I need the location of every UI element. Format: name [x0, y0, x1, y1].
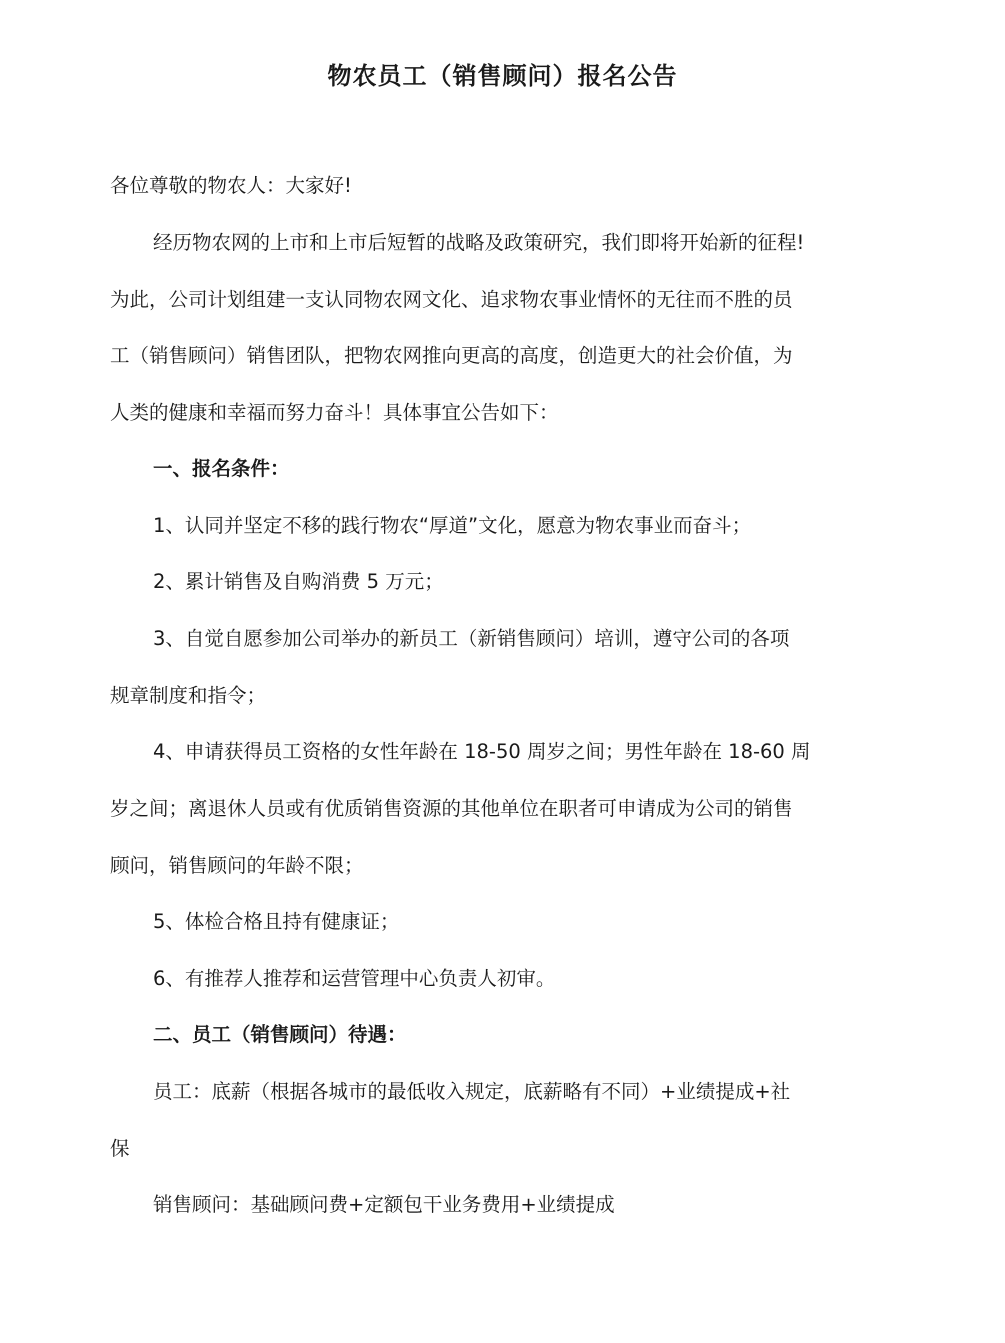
benefit-item: 员工：底薪（根据各城市的最低收入规定，底薪略有不同）+业绩提成+社 — [153, 1080, 791, 1103]
intro-line: 人类的健康和幸福而努力奋斗！具体事宜公告如下： — [110, 401, 559, 424]
section-heading: 一、报名条件： — [153, 457, 290, 480]
condition-item: 岁之间；离退休人员或有优质销售资源的其他单位在职者可申请成为公司的销售 — [110, 797, 793, 820]
condition-item: 规章制度和指令； — [110, 684, 267, 707]
condition-item: 2、累计销售及自购消费 5 万元； — [153, 570, 444, 593]
condition-item: 3、自觉自愿参加公司举办的新员工（新销售顾问）培训，遵守公司的各项 — [153, 627, 790, 650]
condition-item: 4、申请获得员工资格的女性年龄在 18-50 周岁之间；男性年龄在 18-60 周 — [153, 740, 811, 763]
intro-line: 工（销售顾问）销售团队，把物农网推向更高的高度，创造更大的社会价值，为 — [110, 344, 793, 367]
document-title: 物农员工（销售顾问）报名公告 — [327, 62, 678, 90]
condition-item: 5、体检合格且持有健康证； — [153, 910, 400, 933]
intro-line: 经历物农网的上市和上市后短暂的战略及政策研究，我们即将开始新的征程! — [153, 231, 805, 254]
condition-item: 6、有推荐人推荐和运营管理中心负责人初审。 — [153, 967, 556, 990]
condition-item: 顾问，销售顾问的年龄不限； — [110, 854, 364, 877]
greeting: 各位尊敬的物农人：大家好! — [110, 174, 352, 197]
benefit-item: 销售顾问：基础顾问费+定额包干业务费用+业绩提成 — [153, 1193, 615, 1216]
intro-line: 为此，公司计划组建一支认同物农网文化、追求物农事业情怀的无往而不胜的员 — [110, 288, 793, 311]
benefit-item: 保 — [110, 1137, 130, 1160]
condition-item: 1、认同并坚定不移的践行物农“厚道”文化，愿意为物农事业而奋斗； — [153, 514, 752, 537]
section-heading: 二、员工（销售顾问）待遇： — [153, 1023, 407, 1046]
